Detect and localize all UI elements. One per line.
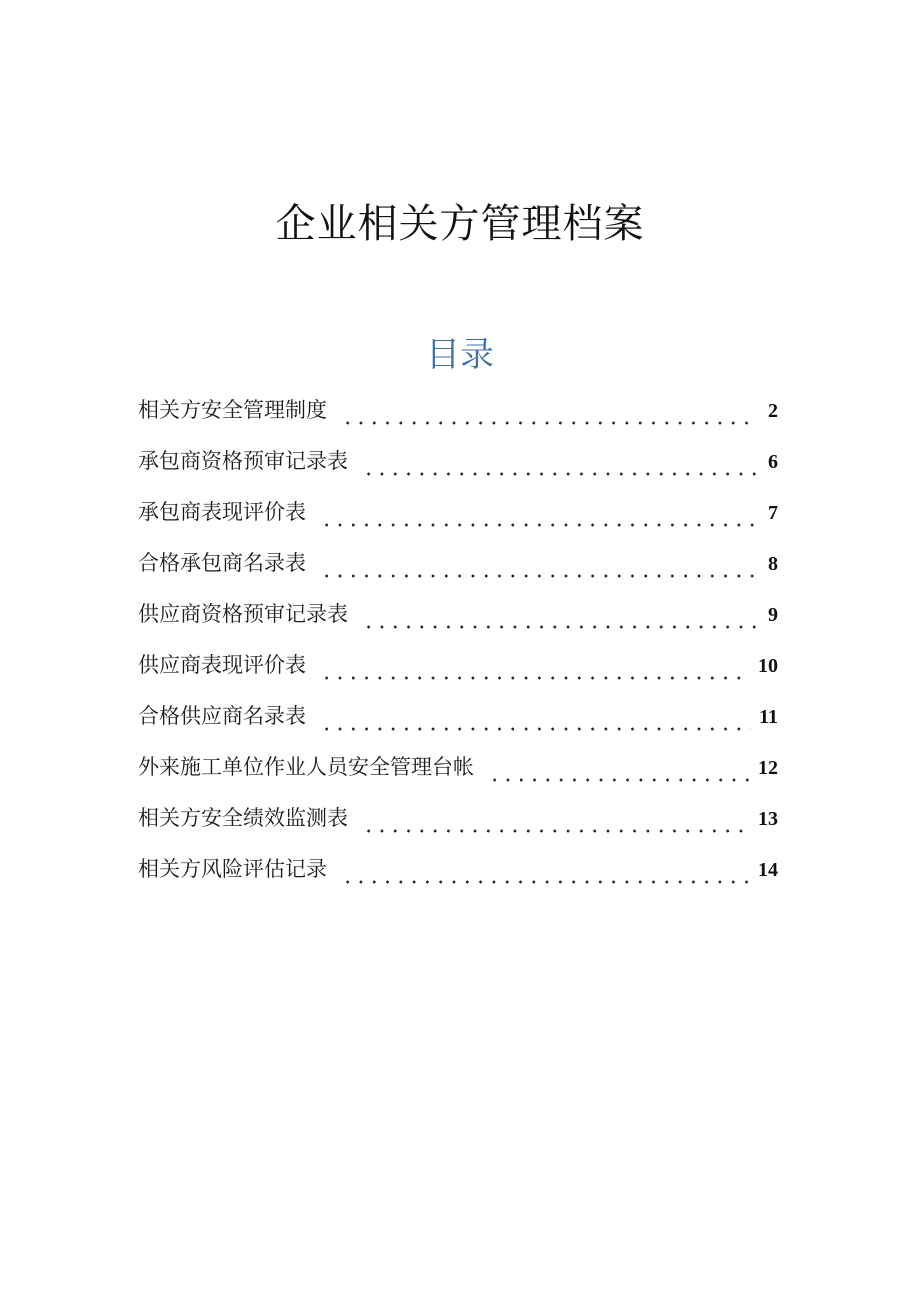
toc-entry-page-number: 14 — [758, 859, 778, 881]
toc-entry-label: 相关方安全管理制度 — [138, 398, 327, 422]
table-of-contents — [138, 391, 778, 901]
toc-entry-label: 承包商资格预审记录表 — [138, 449, 348, 473]
toc-entry[interactable] — [138, 799, 778, 850]
dot-leader — [320, 727, 751, 731]
toc-entry-label: 供应商资格预审记录表 — [138, 602, 348, 626]
toc-entry-page-number: 12 — [758, 757, 778, 779]
page-title: 企业相关方管理档案 — [275, 201, 645, 247]
toc-entry-label: 相关方风险评估记录 — [138, 857, 327, 881]
toc-entry-page-number: 10 — [758, 655, 778, 677]
dot-leader — [362, 829, 750, 833]
dot-leader — [320, 676, 750, 680]
toc-entry[interactable] — [138, 493, 778, 544]
dot-leader — [341, 421, 756, 425]
toc-entry[interactable] — [138, 646, 778, 697]
toc-entry-label: 合格承包商名录表 — [138, 551, 306, 575]
dot-leader — [341, 880, 750, 884]
toc-heading: 目录 — [426, 335, 494, 375]
toc-entry[interactable] — [138, 748, 778, 799]
toc-entry-page-number: 2 — [768, 400, 778, 422]
toc-entry-label: 供应商表现评价表 — [138, 653, 306, 677]
toc-entry-label: 承包商表现评价表 — [138, 500, 306, 524]
toc-entry-label: 合格供应商名录表 — [138, 704, 306, 728]
dot-leader — [362, 472, 756, 476]
dot-leader — [320, 574, 756, 578]
toc-entry-page-number: 9 — [768, 604, 778, 626]
toc-entry-label: 相关方安全绩效监测表 — [138, 806, 348, 830]
toc-entry-page-number: 8 — [768, 553, 778, 575]
toc-entry-page-number: 11 — [759, 706, 778, 728]
toc-entry-label: 外来施工单位作业人员安全管理台帐 — [138, 755, 474, 779]
toc-entry[interactable] — [138, 595, 778, 646]
toc-entry[interactable] — [138, 697, 778, 748]
toc-entry[interactable] — [138, 391, 778, 442]
toc-entry-page-number: 6 — [768, 451, 778, 473]
toc-entry[interactable] — [138, 850, 778, 901]
dot-leader — [362, 625, 756, 629]
toc-entry-page-number: 7 — [768, 502, 778, 524]
dot-leader — [488, 778, 750, 782]
toc-entry[interactable] — [138, 442, 778, 493]
dot-leader — [320, 523, 756, 527]
toc-entry-page-number: 13 — [758, 808, 778, 830]
toc-entry[interactable] — [138, 544, 778, 595]
